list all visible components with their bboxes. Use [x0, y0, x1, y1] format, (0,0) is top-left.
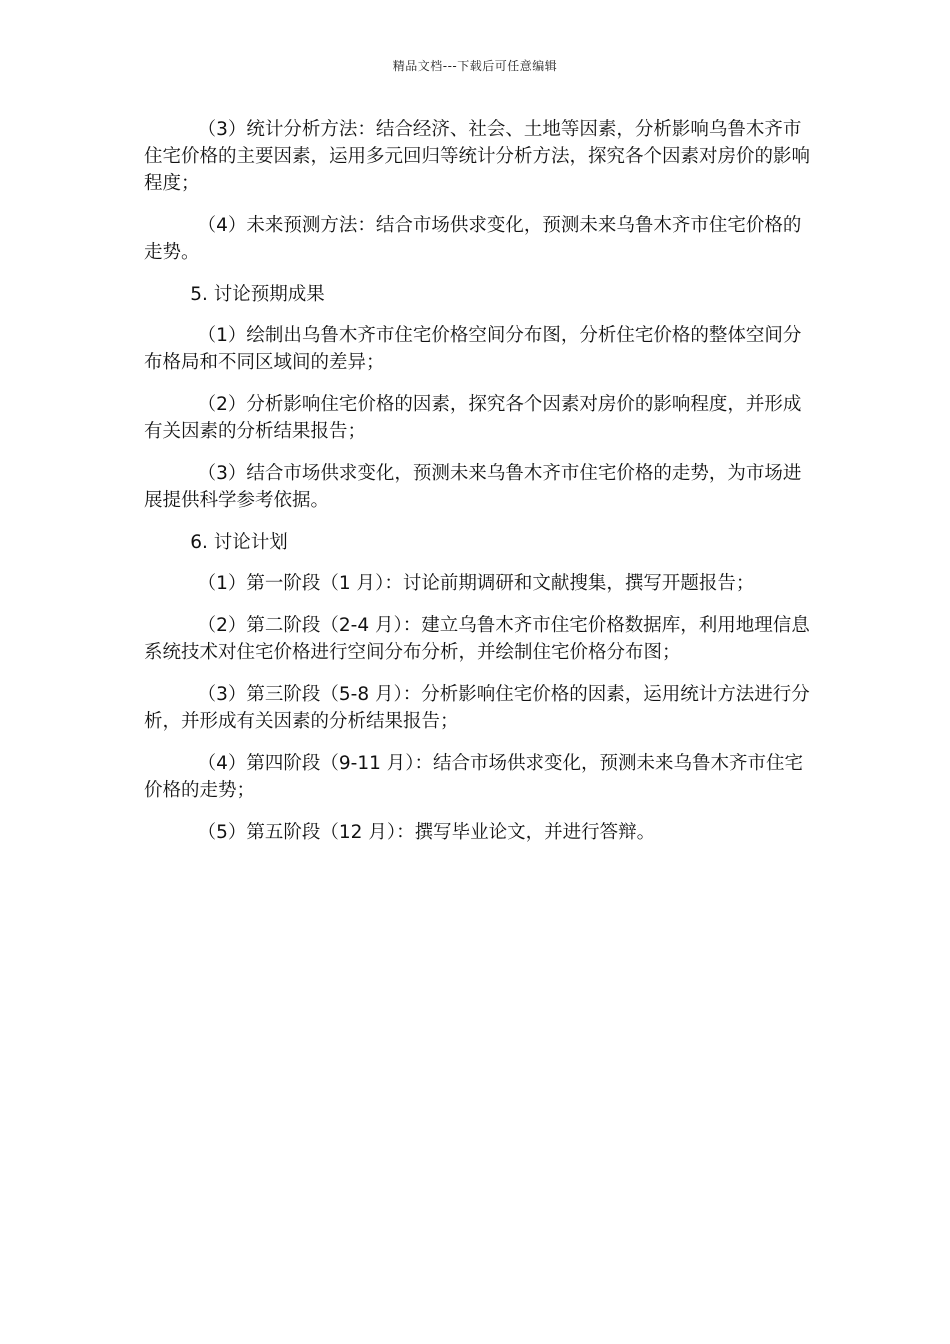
page-header: 精品文档---下载后可任意编辑: [392, 59, 558, 73]
paragraph-result-2: （2）分析影响住宅价格的因素，探究各个因素对房价的影响程度，并形成有关因素的分析结果报告；: [144, 394, 802, 442]
section-heading-expected-results: 5. 讨论预期成果: [190, 284, 325, 305]
paragraph-statistical-method: （3）统计分析方法：结合经济、社会、土地等因素，分析影响乌鲁木齐市住宅价格的主要因素，运用多元回归等统计分析方法，探究各个因素对房价的影响程度；: [144, 119, 811, 194]
paragraph-result-3: （3）结合市场供求变化，预测未来乌鲁木齐市住宅价格的走势，为市场进展提供科学参考依据。: [144, 463, 802, 511]
paragraph-result-1: （1）绘制出乌鲁木齐市住宅价格空间分布图，分析住宅价格的整体空间分布格局和不同区域间的差异；: [144, 325, 802, 373]
section-heading-research-plan: 6. 讨论计划: [190, 532, 288, 553]
paragraph-plan-stage-1: （1）第一阶段（1 月）：讨论前期调研和文献搜集，撰写开题报告；: [197, 573, 755, 594]
paragraph-plan-stage-3: （3）第三阶段（5-8 月）：分析影响住宅价格的因素，运用统计方法进行分析，并形成有关因素的分析结果报告；: [144, 684, 810, 732]
document-body: [144, 116, 814, 861]
paragraph-plan-stage-4: （4）第四阶段（9-11 月）：结合市场供求变化，预测未来乌鲁木齐市住宅价格的走势；: [144, 753, 804, 801]
paragraph-plan-stage-5: （5）第五阶段（12 月）：撰写毕业论文，并进行答辩。: [197, 822, 656, 843]
paragraph-plan-stage-2: （2）第二阶段（2-4 月）：建立乌鲁木齐市住宅价格数据库，利用地理信息系统技术对住宅价格进行空间分布分析，并绘制住宅价格分布图；: [144, 615, 810, 663]
paragraph-forecast-method: （4）未来预测方法：结合市场供求变化，预测未来乌鲁木齐市住宅价格的走势。: [144, 215, 802, 263]
